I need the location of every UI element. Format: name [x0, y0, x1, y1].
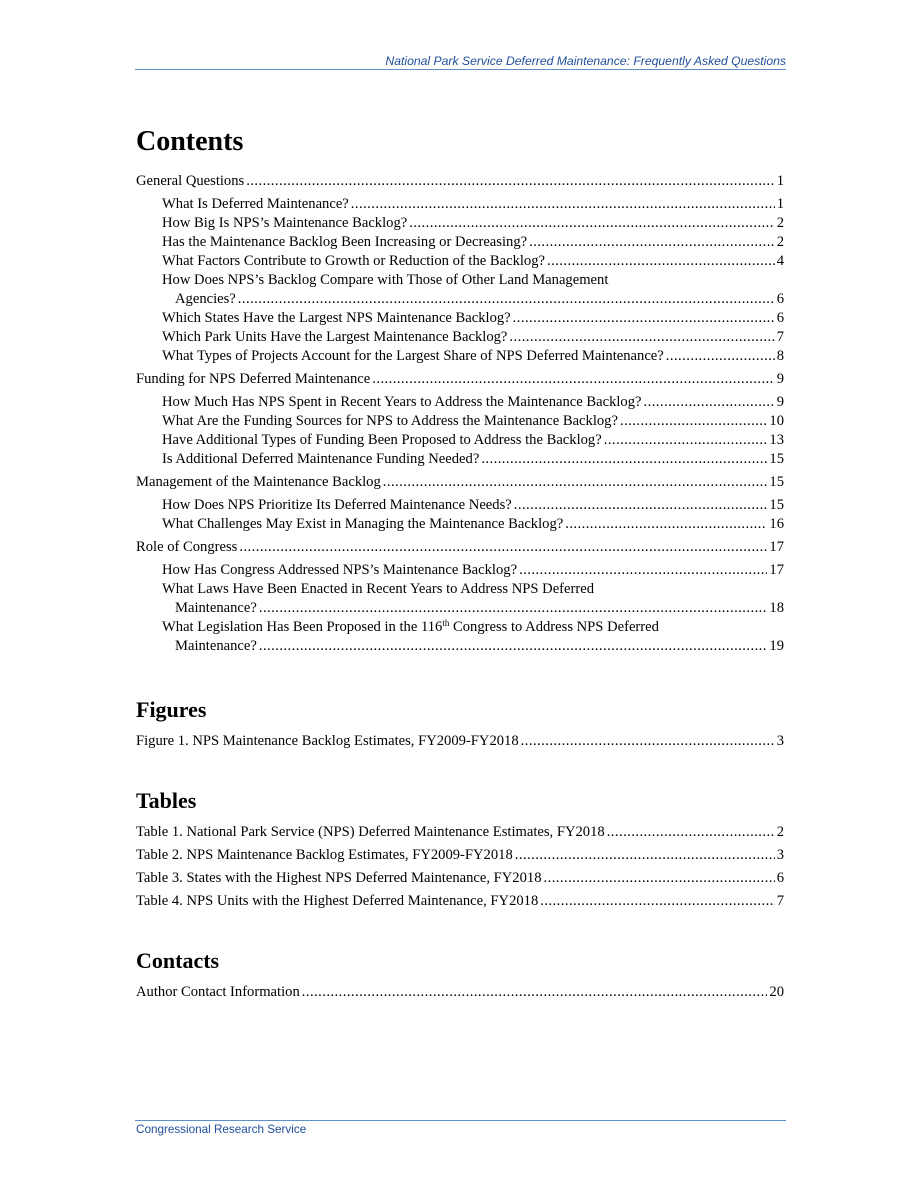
- toc-entry-label: Agencies?: [175, 291, 236, 307]
- toc-entry-label: Author Contact Information: [136, 984, 300, 1000]
- dot-leader: [246, 172, 774, 191]
- dot-leader: [383, 473, 768, 492]
- toc-page-number: 8: [776, 348, 784, 364]
- toc-entry-label: Have Additional Types of Funding Been Proposed to Address the Backlog?: [162, 432, 602, 448]
- dot-leader: [239, 538, 767, 557]
- toc-entry-label: Has the Maintenance Backlog Been Increasing or Decreasing?: [162, 234, 528, 250]
- toc-page-number: 2: [776, 215, 784, 231]
- toc-entry-label: Which Park Units Have the Largest Maintenance Backlog?: [162, 329, 508, 345]
- toc-entry-q12[interactable]: [136, 450, 784, 469]
- toc-entry-label: Table 2. NPS Maintenance Backlog Estimates, FY2009-FY2018: [136, 847, 513, 863]
- toc-entry-label: What Factors Contribute to Growth or Reduction of the Backlog?: [162, 253, 546, 269]
- dot-leader: [259, 637, 768, 656]
- toc-entry-q3[interactable]: [136, 233, 784, 252]
- toc-entry-label: General Questions: [136, 173, 245, 189]
- dot-leader: [644, 393, 775, 412]
- toc-entry-author-contact[interactable]: [136, 983, 784, 1002]
- toc-entry-table-4[interactable]: [136, 892, 784, 911]
- toc-entry-label: Management of the Maintenance Backlog: [136, 474, 381, 490]
- toc-page-number: 15: [769, 474, 784, 490]
- toc-page-number: 1: [776, 196, 784, 212]
- toc-entry-q11[interactable]: [136, 431, 784, 450]
- toc-entry-label: Table 1. National Park Service (NPS) Deferred Maintenance Estimates, FY2018: [136, 824, 605, 840]
- dot-leader: [481, 450, 767, 469]
- toc-entry-label: Is Additional Deferred Maintenance Funding Needed?: [162, 451, 480, 467]
- toc-page-number: 18: [769, 600, 784, 616]
- dot-leader: [666, 347, 775, 366]
- toc-entry-q17[interactable]: [136, 637, 784, 656]
- toc-page-number: 10: [769, 413, 784, 429]
- figures-heading: Figures: [136, 697, 207, 722]
- toc-entry-label: What Types of Projects Account for the Largest Share of NPS Deferred Maintenance?: [162, 348, 664, 364]
- dot-leader: [519, 561, 767, 580]
- dot-leader: [259, 599, 768, 618]
- toc-entry-label: Table 4. NPS Units with the Highest Deferred Maintenance, FY2018: [136, 893, 539, 909]
- toc-entry-label: How Has Congress Addressed NPS’s Maintenance Backlog?: [162, 562, 518, 578]
- toc-page-number: 6: [776, 310, 784, 326]
- dot-leader: [544, 869, 775, 888]
- toc-entry-label: What Is Deferred Maintenance?: [162, 196, 349, 212]
- toc-entry-label: Maintenance?: [175, 638, 257, 654]
- ordinal-suffix: th: [442, 618, 450, 628]
- toc-page-number: 2: [776, 234, 784, 250]
- dot-leader: [529, 233, 775, 252]
- toc-entry-text: Congress to Address NPS Deferred: [449, 619, 659, 635]
- dot-leader: [238, 290, 775, 309]
- toc-entry-q4[interactable]: [136, 252, 784, 271]
- toc-entry-q17-line1[interactable]: [136, 618, 784, 637]
- toc-entry-label: Maintenance?: [175, 600, 257, 616]
- toc-entry-label: What Challenges May Exist in Managing the Maintenance Backlog?: [162, 516, 564, 532]
- toc-entry-label: Funding for NPS Deferred Maintenance: [136, 371, 371, 387]
- contents-heading: Contents: [136, 126, 244, 157]
- toc-page-number: 17: [769, 539, 784, 555]
- dot-leader: [521, 732, 775, 751]
- toc-page-number: 4: [776, 253, 784, 269]
- toc-page-number: 2: [776, 824, 784, 840]
- dot-leader: [372, 370, 774, 389]
- toc-entry-label: How Big Is NPS’s Maintenance Backlog?: [162, 215, 408, 231]
- running-header: National Park Service Deferred Maintenance: Frequently Asked Questions: [385, 54, 786, 68]
- toc-page-number: 6: [776, 870, 784, 886]
- toc-entry-funding[interactable]: [136, 370, 784, 389]
- dot-leader: [620, 412, 767, 431]
- toc-entry-q16-line1[interactable]: What Laws Have Been Enacted in Recent Years to Address NPS Deferred: [162, 581, 595, 597]
- toc-page-number: 1: [776, 173, 784, 189]
- toc-entry-q13[interactable]: [136, 496, 784, 515]
- toc-entry-text: What Legislation Has Been Proposed in the 116: [162, 619, 443, 635]
- toc-entry-label: What Are the Funding Sources for NPS to Address the Maintenance Backlog?: [162, 413, 618, 429]
- toc-entry-q16[interactable]: [136, 599, 784, 618]
- dot-leader: [509, 328, 774, 347]
- toc-entry-label: How Does NPS Prioritize Its Deferred Maintenance Needs?: [162, 497, 512, 513]
- toc-entry-congress[interactable]: [136, 538, 784, 557]
- dot-leader: [513, 309, 775, 328]
- toc-page-number: 19: [769, 638, 784, 654]
- contacts-heading: Contacts: [136, 948, 220, 973]
- toc-page-number: 16: [769, 516, 784, 532]
- dot-leader: [565, 515, 767, 534]
- toc-entry-general-questions[interactable]: [136, 172, 784, 191]
- toc-page-number: 3: [776, 733, 784, 749]
- footer-rule: [135, 1120, 786, 1121]
- toc-entry-management[interactable]: [136, 473, 784, 492]
- toc-page-number: 20: [769, 984, 784, 1000]
- toc-page-number: 15: [769, 451, 784, 467]
- toc-entry-q7[interactable]: [136, 328, 784, 347]
- toc-entry-q5-line1[interactable]: How Does NPS’s Backlog Compare with Those of Other Land Management: [162, 272, 609, 288]
- toc-entry-q9[interactable]: [136, 393, 784, 412]
- footer-publisher: Congressional Research Service: [136, 1123, 307, 1136]
- dot-leader: [604, 431, 768, 450]
- toc-entry-figure-1[interactable]: [136, 732, 784, 751]
- dot-leader: [351, 195, 775, 214]
- header-rule: [135, 69, 786, 70]
- toc-entry-q15[interactable]: [136, 561, 784, 580]
- toc-page-number: 7: [776, 893, 784, 909]
- dot-leader: [409, 214, 774, 233]
- toc-page-number: 6: [776, 291, 784, 307]
- toc-entry-label: Role of Congress: [136, 539, 238, 555]
- dot-leader: [547, 252, 775, 271]
- dot-leader: [515, 846, 775, 865]
- toc-entry-q8[interactable]: [136, 347, 784, 366]
- toc-page-number: 9: [776, 394, 784, 410]
- toc-entry-label: How Much Has NPS Spent in Recent Years to Address the Maintenance Backlog?: [162, 394, 642, 410]
- tables-heading: Tables: [136, 788, 197, 813]
- toc-entry-label: Which States Have the Largest NPS Maintenance Backlog?: [162, 310, 511, 326]
- toc-page-number: 3: [776, 847, 784, 863]
- toc-entry-q5[interactable]: [136, 290, 784, 309]
- toc-page-number: 17: [769, 562, 784, 578]
- dot-leader: [540, 892, 774, 911]
- toc-entry-q2[interactable]: [136, 214, 784, 233]
- toc-entry-label: Table 3. States with the Highest NPS Deferred Maintenance, FY2018: [136, 870, 542, 886]
- dot-leader: [607, 823, 775, 842]
- dot-leader: [514, 496, 768, 515]
- toc-entry-q10[interactable]: [136, 412, 784, 431]
- toc-content: [136, 124, 784, 1002]
- toc-entry-q6[interactable]: [136, 309, 784, 328]
- toc-page-number: 13: [769, 432, 784, 448]
- toc-entry-table-2[interactable]: [136, 846, 784, 869]
- toc-page-number: 15: [769, 497, 784, 513]
- toc-entry-q14[interactable]: [136, 515, 784, 534]
- toc-page-number: 9: [776, 371, 784, 387]
- toc-page-number: 7: [776, 329, 784, 345]
- toc-entry-table-1[interactable]: [136, 823, 784, 846]
- toc-entry-q1[interactable]: [136, 195, 784, 214]
- dot-leader: [302, 983, 768, 1002]
- toc-entry-table-3[interactable]: [136, 869, 784, 892]
- toc-entry-label: Figure 1. NPS Maintenance Backlog Estimates, FY2009-FY2018: [136, 733, 519, 749]
